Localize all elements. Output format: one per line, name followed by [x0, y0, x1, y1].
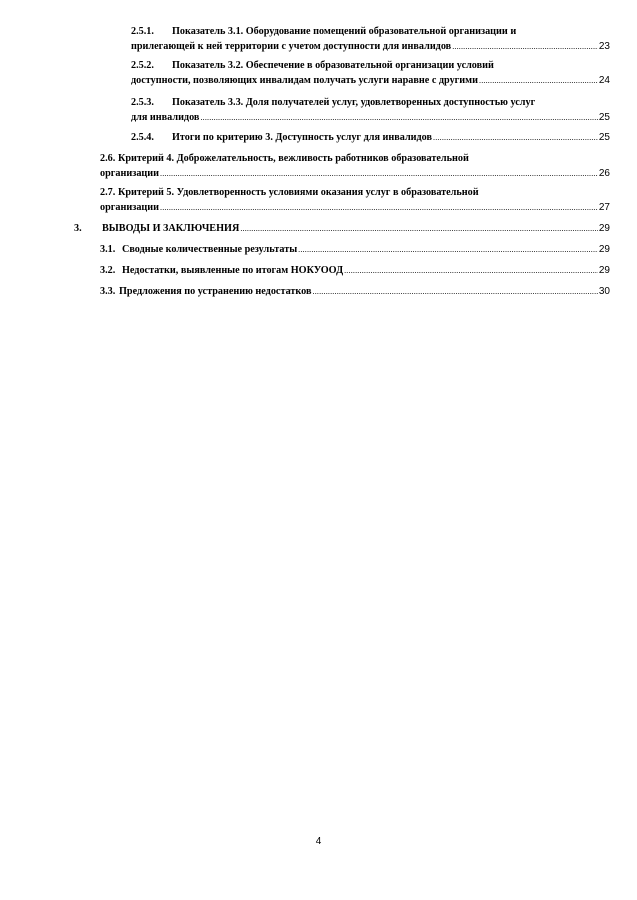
toc-title-line2: прилегающей к ней территории с учетом доступности для инвалидов	[131, 41, 452, 52]
toc-entry-2-6[interactable]	[100, 151, 610, 181]
toc-page-number: 24	[598, 75, 610, 86]
toc-leader-dots	[298, 242, 598, 257]
toc-leader-dots	[240, 221, 598, 236]
toc-leader-dots	[344, 263, 598, 278]
toc-entry-2-5-1[interactable]	[131, 24, 610, 54]
toc-title-line2: организации	[100, 202, 160, 213]
toc-leader-dots	[313, 284, 598, 299]
toc-entry-3[interactable]	[74, 221, 610, 236]
toc-title-line1: Критерий 4. Доброжелательность, вежливость работников образовательной	[118, 153, 469, 164]
toc-title-line1: ВЫВОДЫ И ЗАКЛЮЧЕНИЯ	[102, 223, 240, 234]
toc-number: 3.3.	[100, 286, 116, 297]
toc-entry-3-2[interactable]	[100, 263, 610, 278]
toc-page-number: 29	[598, 244, 610, 255]
toc-title-line1: Критерий 5. Удовлетворенность условиями оказания услуг в образовательной	[118, 187, 479, 198]
toc-title-line1: Показатель 3.2. Обеспечение в образовательной организации условий	[172, 60, 494, 71]
toc-page-number: 23	[598, 41, 610, 52]
toc-leader-dots	[160, 166, 598, 181]
toc-number: 3.1.	[100, 244, 116, 255]
toc-page-number: 29	[598, 265, 610, 276]
toc-title-line2: доступности, позволяющих инвалидам получать услуги наравне с другими	[131, 75, 478, 86]
toc-page-number: 30	[598, 286, 610, 297]
toc-leader-dots	[433, 130, 598, 145]
toc-entry-2-5-2[interactable]	[131, 58, 610, 88]
toc-number: 2.5.3.	[131, 97, 154, 108]
toc-entry-3-3[interactable]	[100, 284, 610, 299]
toc-entry-2-5-3[interactable]	[131, 95, 610, 125]
toc-number: 3.2.	[100, 265, 116, 276]
toc-title-line1: Недостатки, выявленные по итогам НОКУООД	[122, 265, 344, 276]
toc-leader-dots	[200, 110, 597, 125]
toc-page-number: 27	[598, 202, 610, 213]
toc-page-number: 25	[598, 132, 610, 143]
toc-leader-dots	[160, 200, 598, 215]
toc-number: 3.	[74, 223, 82, 234]
page-number-footer: 4	[315, 836, 322, 847]
toc-number: 2.5.1.	[131, 26, 154, 37]
toc-number: 2.5.4.	[131, 132, 154, 143]
toc-number: 2.6.	[100, 153, 116, 164]
toc-number: 2.5.2.	[131, 60, 154, 71]
toc-page-number: 29	[598, 223, 610, 234]
toc-entry-2-5-4[interactable]	[131, 130, 610, 145]
toc-page-number: 25	[598, 112, 610, 123]
toc-title-line1: Показатель 3.1. Оборудование помещений образовательной организации и	[172, 26, 517, 37]
toc-title-line1: Сводные количественные результаты	[122, 244, 298, 255]
toc-leader-dots	[479, 73, 598, 88]
toc-entry-3-1[interactable]	[100, 242, 610, 257]
toc-title-line1: Предложения по устранению недостатков	[119, 286, 312, 297]
toc-title-line1: Показатель 3.3. Доля получателей услуг, удовлетворенных доступностью услуг	[172, 97, 536, 108]
toc-title-line2: организации	[100, 168, 160, 179]
toc-leader-dots	[452, 39, 598, 54]
toc-number: 2.7.	[100, 187, 116, 198]
toc-page-number: 26	[598, 168, 610, 179]
toc-title-line1: Итоги по критерию 3. Доступность услуг для инвалидов	[172, 132, 433, 143]
toc-entry-2-7[interactable]	[100, 185, 610, 215]
toc-title-line2: для инвалидов	[131, 112, 200, 123]
